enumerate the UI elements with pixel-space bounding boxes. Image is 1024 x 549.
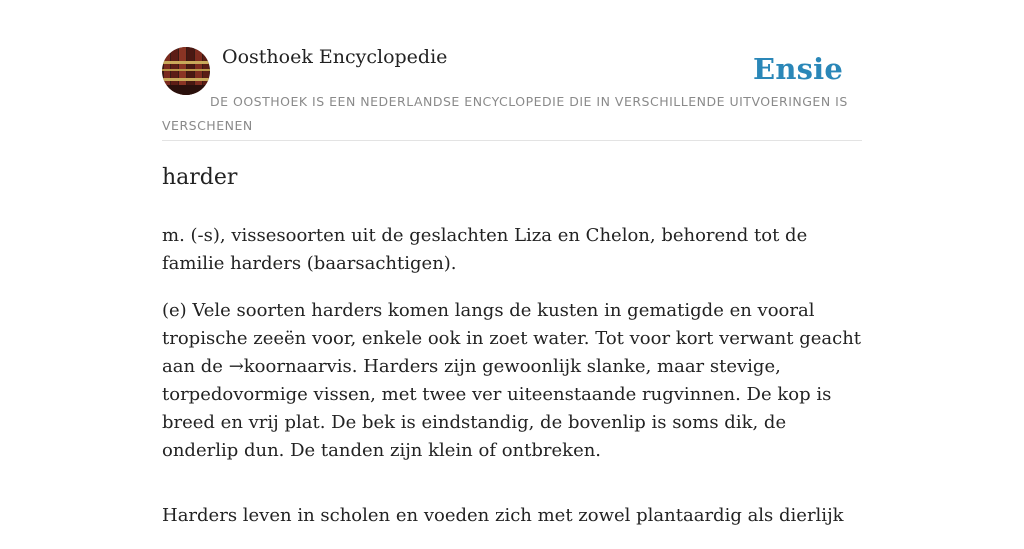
article: [162, 160, 862, 549]
brand-logo[interactable]: Ensie: [753, 52, 843, 86]
article-behaviour: Harders leven in scholen en voeden zich met zowel plantaardig als dierlijk: [162, 505, 844, 526]
koornaarvis-link[interactable]: →koornaarvis: [228, 356, 352, 377]
article-definition: m. (-s), vissesoorten uit de geslachten Liza en Chelon, behorend tot de familie harders (baarsachtigen).: [162, 225, 808, 274]
article-description: [162, 297, 862, 465]
article-description-intro: (e) Vele soorten harders komen langs de kusten in gematigde en vooral tropische zeeën voor, enkele ook in zoet water. Tot voor kort verwant geacht aan de: [162, 300, 862, 377]
site-tagline: DE OOSTHOEK IS EEN NEDERLANDSE ENCYCLOPEDIE DIE IN VERSCHILLENDE UITVOERINGEN IS VERSCHENEN: [162, 94, 848, 133]
article-title: harder: [162, 165, 238, 190]
article-description-rest: . Harders zijn gewoonlijk slanke, maar stevige, torpedovormige vissen, met twee ver uiteenstaande rugvinnen. De kop is breed en vrij plat. De bek is eindstandig, de bovenlip is soms dik, de onderlip dun. De tanden zijn klein of ontbreken.: [162, 356, 832, 461]
site-header: [162, 0, 862, 141]
encyclopedia-books-avatar-icon[interactable]: [162, 47, 210, 95]
site-name[interactable]: Oosthoek Encyclopedie: [222, 46, 448, 68]
